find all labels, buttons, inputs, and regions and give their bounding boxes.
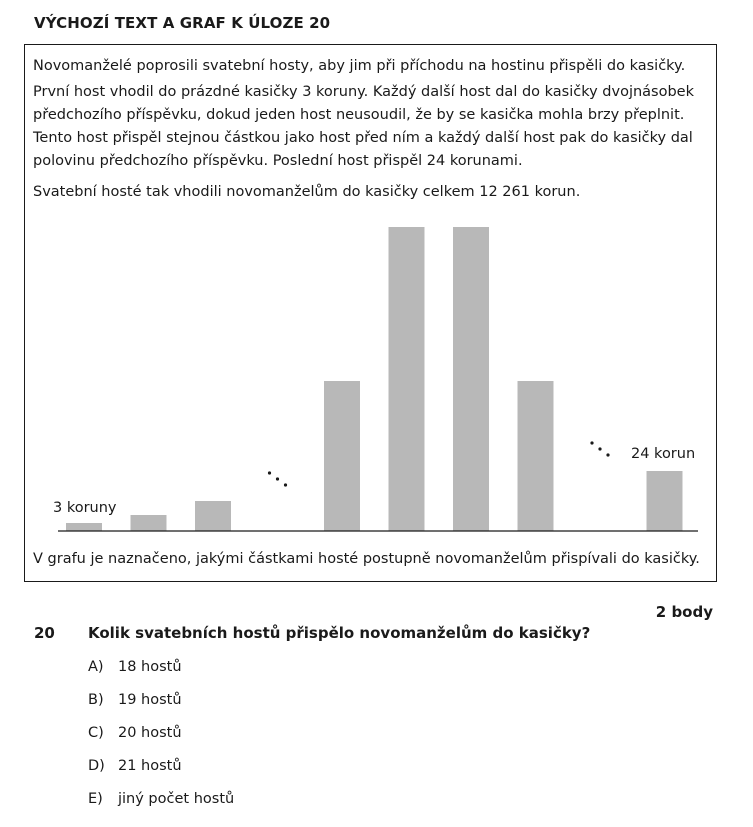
option-letter: C) — [88, 725, 104, 741]
bar — [195, 501, 231, 531]
option-letter: D) — [88, 758, 105, 774]
chart-caption: V grafu je naznačeno, jakými částkami hosté postupně novomanželům přispívali do kasičky. — [33, 551, 700, 567]
question-number: 20 — [34, 624, 55, 642]
contribution-bar-chart — [25, 215, 715, 540]
gap-dot — [606, 453, 609, 456]
bar — [518, 381, 554, 531]
option-a[interactable] — [88, 659, 182, 675]
annotation-first: 3 koruny — [53, 500, 117, 516]
points-label: 2 body — [655, 603, 713, 621]
gap-dot — [276, 477, 279, 480]
option-d[interactable] — [88, 758, 182, 774]
intro-line: předchozího příspěvku, dokud jeden host neusoudil, že by se kasička mohla brzy přeplnit. — [33, 107, 685, 123]
option-letter: A) — [88, 659, 104, 675]
intro-paragraph-3: Svatební hosté tak vhodili novomanželům do kasičky celkem 12 261 korun. — [33, 184, 581, 200]
question-text: Kolik svatebních hostů přispělo novomanželům do kasičky? — [88, 624, 591, 642]
option-text: 21 hostů — [118, 758, 182, 774]
option-text: 18 hostů — [118, 659, 182, 675]
gap-dot — [268, 471, 271, 474]
bar — [131, 515, 167, 531]
option-text: jiný počet hostů — [118, 791, 235, 807]
gap-dot — [598, 447, 601, 450]
intro-paragraph-2 — [33, 81, 694, 173]
bar — [453, 227, 489, 531]
bar — [389, 227, 425, 531]
option-letter: E) — [88, 791, 103, 807]
gap-dot — [284, 483, 287, 486]
source-text-box — [24, 44, 717, 582]
annotation-last: 24 korun — [631, 446, 696, 462]
bar — [66, 523, 102, 531]
intro-paragraph-1: Novomanželé poprosili svatební hosty, aby jim při příchodu na hostinu přispěli do kasičky. — [33, 58, 686, 74]
intro-line: První host vhodil do prázdné kasičky 3 koruny. Každý další host dal do kasičky dvojnásobek — [33, 84, 695, 100]
bar — [647, 471, 683, 531]
option-text: 19 hostů — [118, 692, 182, 708]
bar — [324, 381, 360, 531]
section-heading: VÝCHOZÍ TEXT A GRAF K ÚLOZE 20 — [34, 14, 331, 32]
option-b[interactable] — [88, 692, 182, 708]
intro-line: Tento host přispěl stejnou částkou jako host před ním a každý další host pak do kasičky dal — [33, 130, 693, 146]
option-c[interactable] — [88, 725, 182, 741]
option-e[interactable] — [88, 791, 234, 807]
option-text: 20 hostů — [118, 725, 182, 741]
option-letter: B) — [88, 692, 104, 708]
intro-line: polovinu předchozího příspěvku. Poslední host přispěl 24 korunami. — [33, 153, 523, 169]
gap-dot — [590, 441, 593, 444]
